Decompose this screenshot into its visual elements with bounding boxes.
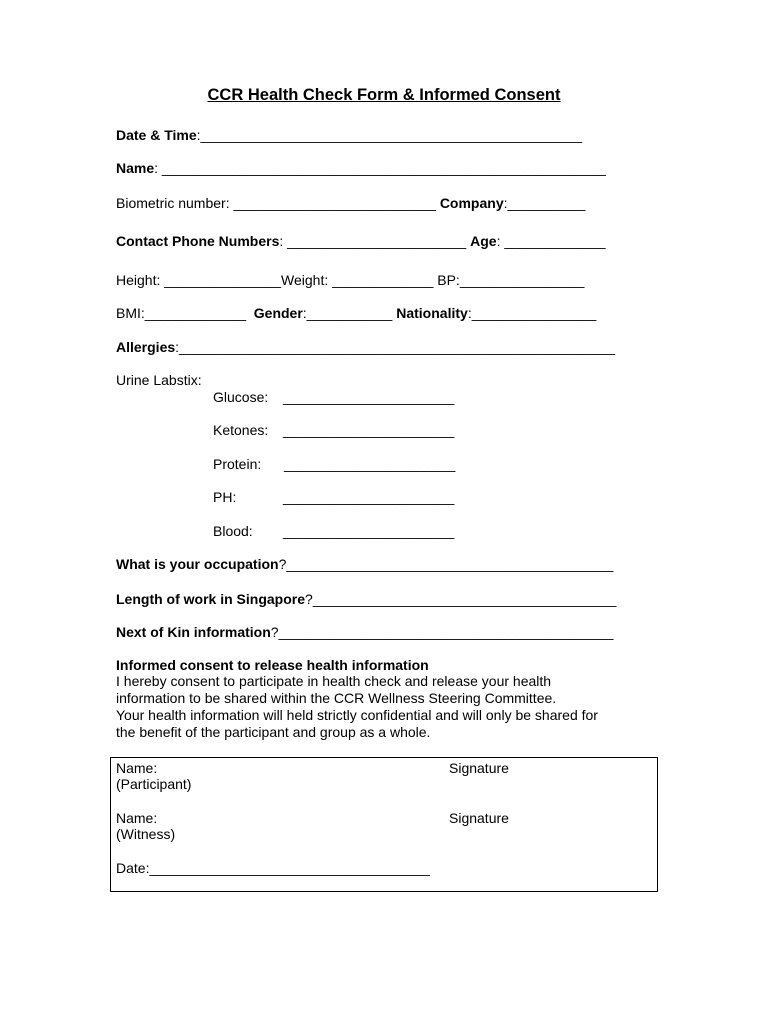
glucose-label: Glucose: xyxy=(213,389,269,405)
protein-line[interactable]: ______________________ xyxy=(284,456,456,472)
gender-label: Gender xyxy=(253,305,303,321)
next-of-kin-label: Next of Kin information xyxy=(116,624,271,640)
gender-line: :___________ xyxy=(302,305,393,321)
name-field[interactable] xyxy=(116,159,606,177)
participant-role-label: (Participant) xyxy=(116,776,192,792)
ph-label: PH: xyxy=(213,489,237,505)
witness-name-label[interactable]: Name: xyxy=(116,810,158,826)
name-line: : _________________________________________________________ xyxy=(154,160,606,176)
contact-age-row[interactable] xyxy=(116,232,606,250)
contact-label: Contact Phone Numbers xyxy=(116,233,280,249)
participant-signature-label[interactable]: Signature xyxy=(449,760,509,776)
signature-box xyxy=(110,757,658,892)
allergies-label: Allergies xyxy=(116,339,176,355)
biometric-label: Biometric number: __________________________ xyxy=(116,195,436,211)
witness-role-label: (Witness) xyxy=(116,826,176,842)
allergies-line: :________________________________________________________ xyxy=(175,339,616,355)
consent-line: I hereby consent to participate in health check and release your health xyxy=(116,673,552,689)
consent-line: information to be shared within the CCR Wellness Steering Committee. xyxy=(116,690,557,706)
ketones-line[interactable]: ______________________ xyxy=(283,422,455,438)
nationality-line: :________________ xyxy=(467,305,597,321)
witness-signature-label[interactable]: Signature xyxy=(449,810,509,826)
name-label: Name xyxy=(116,160,155,176)
allergies-field[interactable] xyxy=(116,338,615,356)
urine-labstix-heading: Urine Labstix: xyxy=(116,372,202,388)
length-of-work-label: Length of work in Singapore xyxy=(116,591,305,607)
height-weight-bp-row[interactable]: Height: _______________Weight: _____________ BP:________________ xyxy=(116,272,585,288)
bmi-label: BMI:_____________ xyxy=(116,305,246,321)
biometric-company-row[interactable] xyxy=(116,194,585,212)
date-field[interactable]: Date:____________________________________ xyxy=(116,860,430,876)
next-of-kin-field[interactable] xyxy=(116,623,613,641)
consent-heading: Informed consent to release health information xyxy=(116,657,429,673)
bmi-gender-nationality-row[interactable] xyxy=(116,304,596,322)
next-of-kin-line: ?___________________________________________ xyxy=(270,624,614,640)
consent-text xyxy=(116,673,676,741)
age-line: : _____________ xyxy=(496,233,606,249)
company-line: :__________ xyxy=(503,195,586,211)
nationality-label: Nationality xyxy=(396,305,468,321)
form-title: CCR Health Check Form & Informed Consent xyxy=(207,86,561,104)
age-label: Age xyxy=(470,233,497,249)
contact-line: : _______________________ xyxy=(279,233,467,249)
blood-label: Blood: xyxy=(213,523,253,539)
occupation-line: ?__________________________________________ xyxy=(278,556,614,572)
glucose-line[interactable]: ______________________ xyxy=(283,389,455,405)
consent-line: the benefit of the participant and group as a whole. xyxy=(116,724,431,740)
length-of-work-line: ?_______________________________________ xyxy=(305,591,617,607)
consent-line: Your health information will held strictly confidential and will only be shared for xyxy=(116,707,598,723)
ph-line[interactable]: ______________________ xyxy=(283,489,455,505)
date-time-field[interactable] xyxy=(116,126,582,144)
protein-label: Protein: xyxy=(213,456,262,472)
occupation-label: What is your occupation xyxy=(116,556,279,572)
date-time-label: Date & Time xyxy=(116,127,197,143)
participant-name-label[interactable]: Name: xyxy=(116,760,158,776)
blood-line[interactable]: ______________________ xyxy=(283,523,455,539)
ketones-label: Ketones: xyxy=(213,422,269,438)
company-label: Company xyxy=(439,195,504,211)
occupation-field[interactable] xyxy=(116,555,613,573)
length-of-work-field[interactable] xyxy=(116,590,616,608)
date-time-line: :_________________________________________________ xyxy=(196,127,583,143)
